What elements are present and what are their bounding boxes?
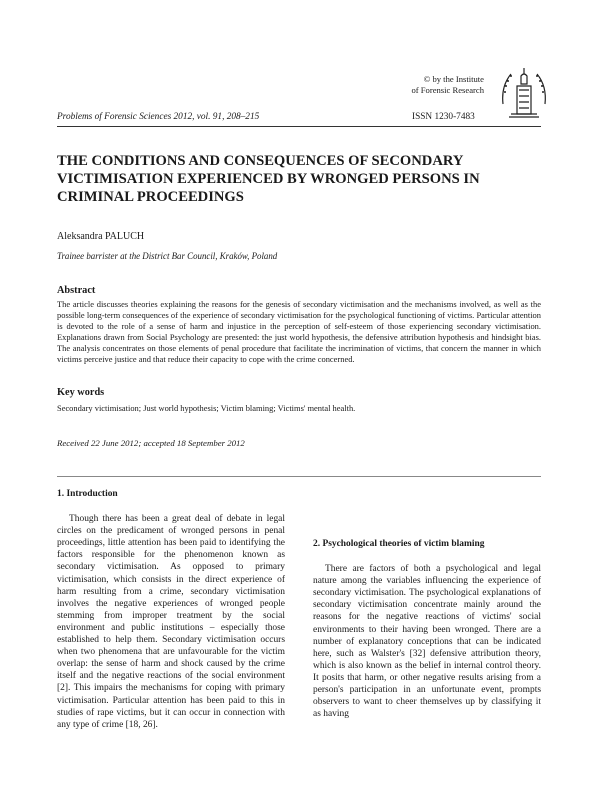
author-affiliation: Trainee barrister at the District Bar Council, Kraków, Poland [57,251,278,261]
institute-logo-icon [497,62,551,122]
keywords-heading: Key words [57,387,105,398]
section-2-paragraph: There are factors of both a psychological and legal nature among the variables influencing the experience of secondary victimisation. The psychological explanations of secondary victimisation concentrate mainly around the reasons for the negative reactions of victims' social environments to their having been wronged. There are a number of explanatory conceptions that can be indicated here, such as Walster's [32] defensive attribution theory, which is also known as the belief in internal control theory. It posits that harm, or other negative results arising from a person's participation in an unfortunate event, prompts observers to want to cheer themselves up by classifying it as having [313,564,541,720]
journal-citation: Problems of Forensic Sciences 2012, vol. 91, 208–215 [57,112,260,122]
copyright-notice [411,74,484,96]
received-dates: Received 22 June 2012; accepted 18 September 2012 [57,438,245,448]
section-1-paragraph: Though there has been a great deal of debate in legal circles on the predicament of wronged persons in penal proceedings, little attention has been paid to identifying the factors responsible for the phenomenon known as secondary victimisation. As opposed to primary victimisation, which consists in the direct experience of harm resulting from a crime, secondary victimisation involves the negative experiences of wronged people stemming from improper treatment by the social environment and public institutions – especially those established to help them. Secondary victimisation occurs when two phenomena that are unfavourable for the victim overlap: the sense of harm and shock caused by the crime itself and the negative reactions of the social environment [2]. This impairs the mechanisms for coping with primary victimisation. Particular attention has been paid to this in studies of rape victims, but it can occur in connection with any type of crime [18, 26]. [57,514,285,730]
author-name: Aleksandra PALUCH [57,231,145,242]
abstract-text: The article discusses theories explaining the reasons for the genesis of secondary victimisation and the mechanisms involved, as well as the possible long-term consequences of the experience of secondary victimisation for the psychological functioning of victims. Particular attention is devoted to the role of a sense of harm and injustice in the perception of self-esteem of those experiencing secondary victimisation. Explanations drawn from Social Psychology are presented: the just world hypothesis, the defensive attribution hypothesis and hindsight bias. The analysis concentrates on those elements of penal procedure that facilitate the incrimination of victims, that concern the manner in which victims perceive justice and that reduce their capacity to cope with the crime concerned. [57,299,541,365]
section-2-heading: 2. Psychological theories of victim blaming [313,539,485,549]
column-left [57,488,285,731]
section-1-heading: 1. Introduction [57,489,118,499]
article-title: THE CONDITIONS AND CONSEQUENCES OF SECONDARY VICTIMISATION EXPERIENCED BY WRONGED PERSONS IN CRIMINAL PROCEEDINGS [57,153,480,205]
header-divider [57,126,541,127]
issn-number: ISSN 1230-7483 [412,112,475,122]
abstract-heading: Abstract [57,285,96,296]
copyright-line-1: © by the Institute [423,74,484,84]
keywords-text: Secondary victimisation; Just world hypothesis; Victim blaming; Victims' mental health. [57,403,356,413]
copyright-line-2: of Forensic Research [411,85,484,95]
column-right [313,538,541,720]
body-divider [57,476,541,477]
